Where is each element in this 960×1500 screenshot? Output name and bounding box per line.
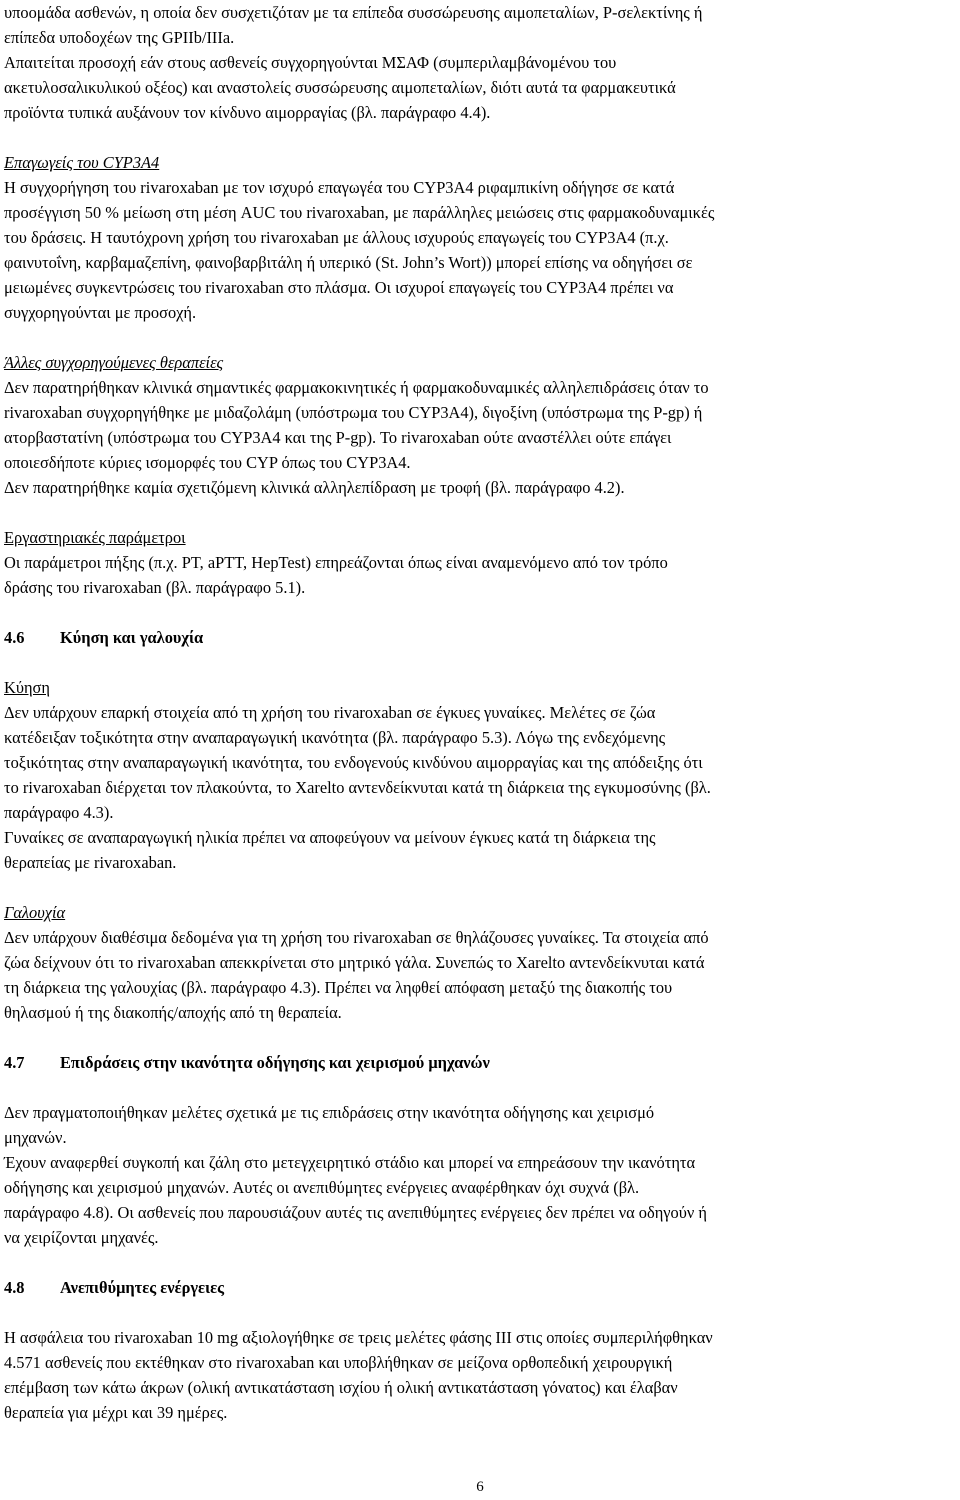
text-line: φαινυτοΐνη, καρβαμαζεπίνη, φαινοβαρβιτάλη ή υπερικό (St. John’s Wort)) μπορεί επίσης να οδηγήσει σε	[4, 253, 693, 272]
section-title: Ανεπιθύμητες ενέργειες	[60, 1278, 225, 1297]
page-number: 6	[476, 1479, 484, 1495]
text-line: οδήγησης και χειρισμού μηχανών. Αυτές οι ανεπιθύμητες ενέργειες αναφέρθηκαν όχι συχνά (βλ.	[4, 1178, 640, 1197]
document-page	[4, 0, 952, 1425]
text-line: οποιεσδήποτε κύριες ισομορφές του CYP όπως του CYP3A4.	[4, 453, 411, 472]
text-line: Δεν υπάρχουν διαθέσιμα δεδομένα για τη χρήση του rivaroxaban σε θηλάζουσες γυναίκες. Τα στοιχεία από	[4, 928, 709, 947]
text-line: Γυναίκες σε αναπαραγωγική ηλικία πρέπει να αποφεύγουν να μείνουν έγκυες κατά τη διάρκεια της	[4, 828, 656, 847]
text-line: Η συγχορήγηση του rivaroxaban με τον ισχυρό επαγωγέα του CYP3A4 ριφαμπικίνη οδήγησε σε κατά	[4, 178, 675, 197]
text-line: συγχορηγούνται με προσοχή.	[4, 303, 197, 322]
text-line: τοξικότητας στην αναπαραγωγική ικανότητα, του ενδογενούς κινδύνου αιμορραγίας και της απόδειξης ότι	[4, 753, 703, 772]
text-line: να χειρίζονται μηχανές.	[4, 1228, 159, 1247]
cyp3a4-inducers-section	[4, 150, 952, 325]
text-line: μηχανών.	[4, 1128, 67, 1147]
text-line: 4.571 ασθενείς που εκτέθηκαν στο rivaroxaban και υποβλήθηκαν σε μείζονα ορθοπεδική χειρουργική	[4, 1353, 673, 1372]
lab-parameters-section	[4, 525, 952, 600]
text-line: το rivaroxaban διέρχεται τον πλακούντα, το Xarelto αντενδείκνυται κατά τη διάρκεια της εγκυμοσύνης (βλ.	[4, 778, 711, 797]
text-line: Η ασφάλεια του rivaroxaban 10 mg αξιολογήθηκε σε τρεις μελέτες φάσης III στις οποίες συμπεριλήφθηκαν	[4, 1328, 713, 1347]
driving-section	[4, 1100, 952, 1250]
section-4-6-heading	[4, 625, 952, 650]
text-line: του δράσεις. Η ταυτόχρονη χρήση του rivaroxaban με άλλους ισχυρούς επαγωγείς του CYP3A4 (π.χ.	[4, 228, 669, 247]
text-line: δράσης του rivaroxaban (βλ. παράγραφο 5.1).	[4, 578, 306, 597]
text-line: τη διάρκεια της γαλουχίας (βλ. παράγραφο 4.3). Πρέπει να ληφθεί απόφαση μεταξύ της διακοπής του	[4, 978, 673, 997]
pregnancy-heading: Κύηση	[4, 678, 50, 697]
text-line: Δεν παρατηρήθηκαν κλινικά σημαντικές φαρμακοκινητικές ή φαρμακοδυναμικές αλληλεπιδράσεις όταν το	[4, 378, 709, 397]
text-line: ακετυλοσαλικυλικού οξέος) και αναστολείς συσσώρευσης αιμοπεταλίων, διότι αυτά τα φαρμακευτικά	[4, 78, 676, 97]
section-title: Κύηση και γαλουχία	[60, 628, 204, 647]
section-title: Επιδράσεις στην ικανότητα οδήγησης και χειρισμού μηχανών	[60, 1053, 490, 1072]
lab-parameters-heading: Εργαστηριακές παράμετροι	[4, 528, 186, 547]
text-line: μειωμένες συγκεντρώσεις του rivaroxaban στο πλάσμα. Οι ισχυροί επαγωγείς του CYP3A4 πρέπει να	[4, 278, 674, 297]
text-line: θηλασμού ή της διακοπής/αποχής από τη θεραπεία.	[4, 1003, 342, 1022]
cyp3a4-inducers-heading: Επαγωγείς του CYP3A4	[4, 153, 160, 172]
text-line: Απαιτείται προσοχή εάν στους ασθενείς συγχορηγούνται ΜΣΑΦ (συμπεριλαμβάνομένου του	[4, 53, 617, 72]
section-number: 4.8	[4, 1278, 25, 1297]
text-line: κατέδειξαν τοξικότητα στην αναπαραγωγική ικανότητα (βλ. παράγραφο 5.3). Λόγω της ενδεχόμενης	[4, 728, 666, 747]
text-line: επίπεδα υποδοχέων της GPIIb/IIIa.	[4, 28, 235, 47]
text-line: παράγραφο 4.8). Οι ασθενείς που παρουσιάζουν αυτές τις ανεπιθύμητες ενέργειες δεν πρέπει να οδηγούν ή	[4, 1203, 707, 1222]
other-therapies-heading: Άλλες συγχορηγούμενες θεραπείες	[4, 353, 224, 372]
section-number: 4.6	[4, 628, 25, 647]
intro-paragraph	[4, 0, 952, 125]
text-line: θεραπεία για μέχρι και 39 ημέρες.	[4, 1403, 228, 1422]
adverse-reactions-section	[4, 1325, 952, 1425]
text-line: υποομάδα ασθενών, η οποία δεν συσχετιζόταν με τα επίπεδα συσσώρευσης αιμοπεταλίων, P-σελεκτίνης ή	[4, 3, 703, 22]
section-4-7-heading	[4, 1050, 952, 1075]
text-line: επέμβαση των κάτω άκρων (ολική αντικατάσταση ισχίου ή ολική αντικατάσταση γόνατος) και έλαβαν	[4, 1378, 678, 1397]
section-4-8-heading	[4, 1275, 952, 1300]
pregnancy-section	[4, 675, 952, 875]
text-line: Έχουν αναφερθεί συγκοπή και ζάλη στο μετεγχειρητικό στάδιο και μπορεί να επηρεάσουν την ικανότητα	[4, 1153, 696, 1172]
text-line: παράγραφο 4.3).	[4, 803, 114, 822]
text-line: Δεν παρατηρήθηκε καμία σχετιζόμενη κλινικά αλληλεπίδραση με τροφή (βλ. παράγραφο 4.2).	[4, 478, 625, 497]
section-number: 4.7	[4, 1053, 25, 1072]
text-line: προσέγγιση 50 % μείωση στη μέση AUC του rivaroxaban, με παράλληλες μειώσεις στις φαρμακοδυναμικές	[4, 203, 715, 222]
lactation-heading: Γαλουχία	[4, 903, 66, 922]
text-line: Δεν πραγματοποιήθηκαν μελέτες σχετικά με τις επιδράσεις στην ικανότητα οδήγησης και χειρισμό	[4, 1103, 655, 1122]
lactation-section	[4, 900, 952, 1025]
text-line: Οι παράμετροι πήξης (π.χ. PT, aPTT, HepTest) επηρεάζονται όπως είναι αναμενόμενο από τον τρόπο	[4, 553, 668, 572]
text-line: προϊόντα τυπικά αυξάνουν τον κίνδυνο αιμορραγίας (βλ. παράγραφο 4.4).	[4, 103, 491, 122]
other-therapies-section	[4, 350, 952, 500]
text-line: θεραπείας με rivaroxaban.	[4, 853, 177, 872]
text-line: Δεν υπάρχουν επαρκή στοιχεία από τη χρήση του rivaroxaban σε έγκυες γυναίκες. Μελέτες σε ζώα	[4, 703, 656, 722]
text-line: rivaroxaban συγχορηγήθηκε με μιδαζολάμη (υπόστρωμα του CYP3A4), διγοξίνη (υπόστρωμα της P-gp) ή	[4, 403, 703, 422]
text-line: ζώα δείχνουν ότι το rivaroxaban απεκκρίνεται στο μητρικό γάλα. Συνεπώς το Xarelto αντενδείκνυται κατά	[4, 953, 705, 972]
text-line: ατορβαστατίνη (υπόστρωμα του CYP3A4 και της P-gp). Το rivaroxaban ούτε αναστέλλει ούτε επάγει	[4, 428, 672, 447]
